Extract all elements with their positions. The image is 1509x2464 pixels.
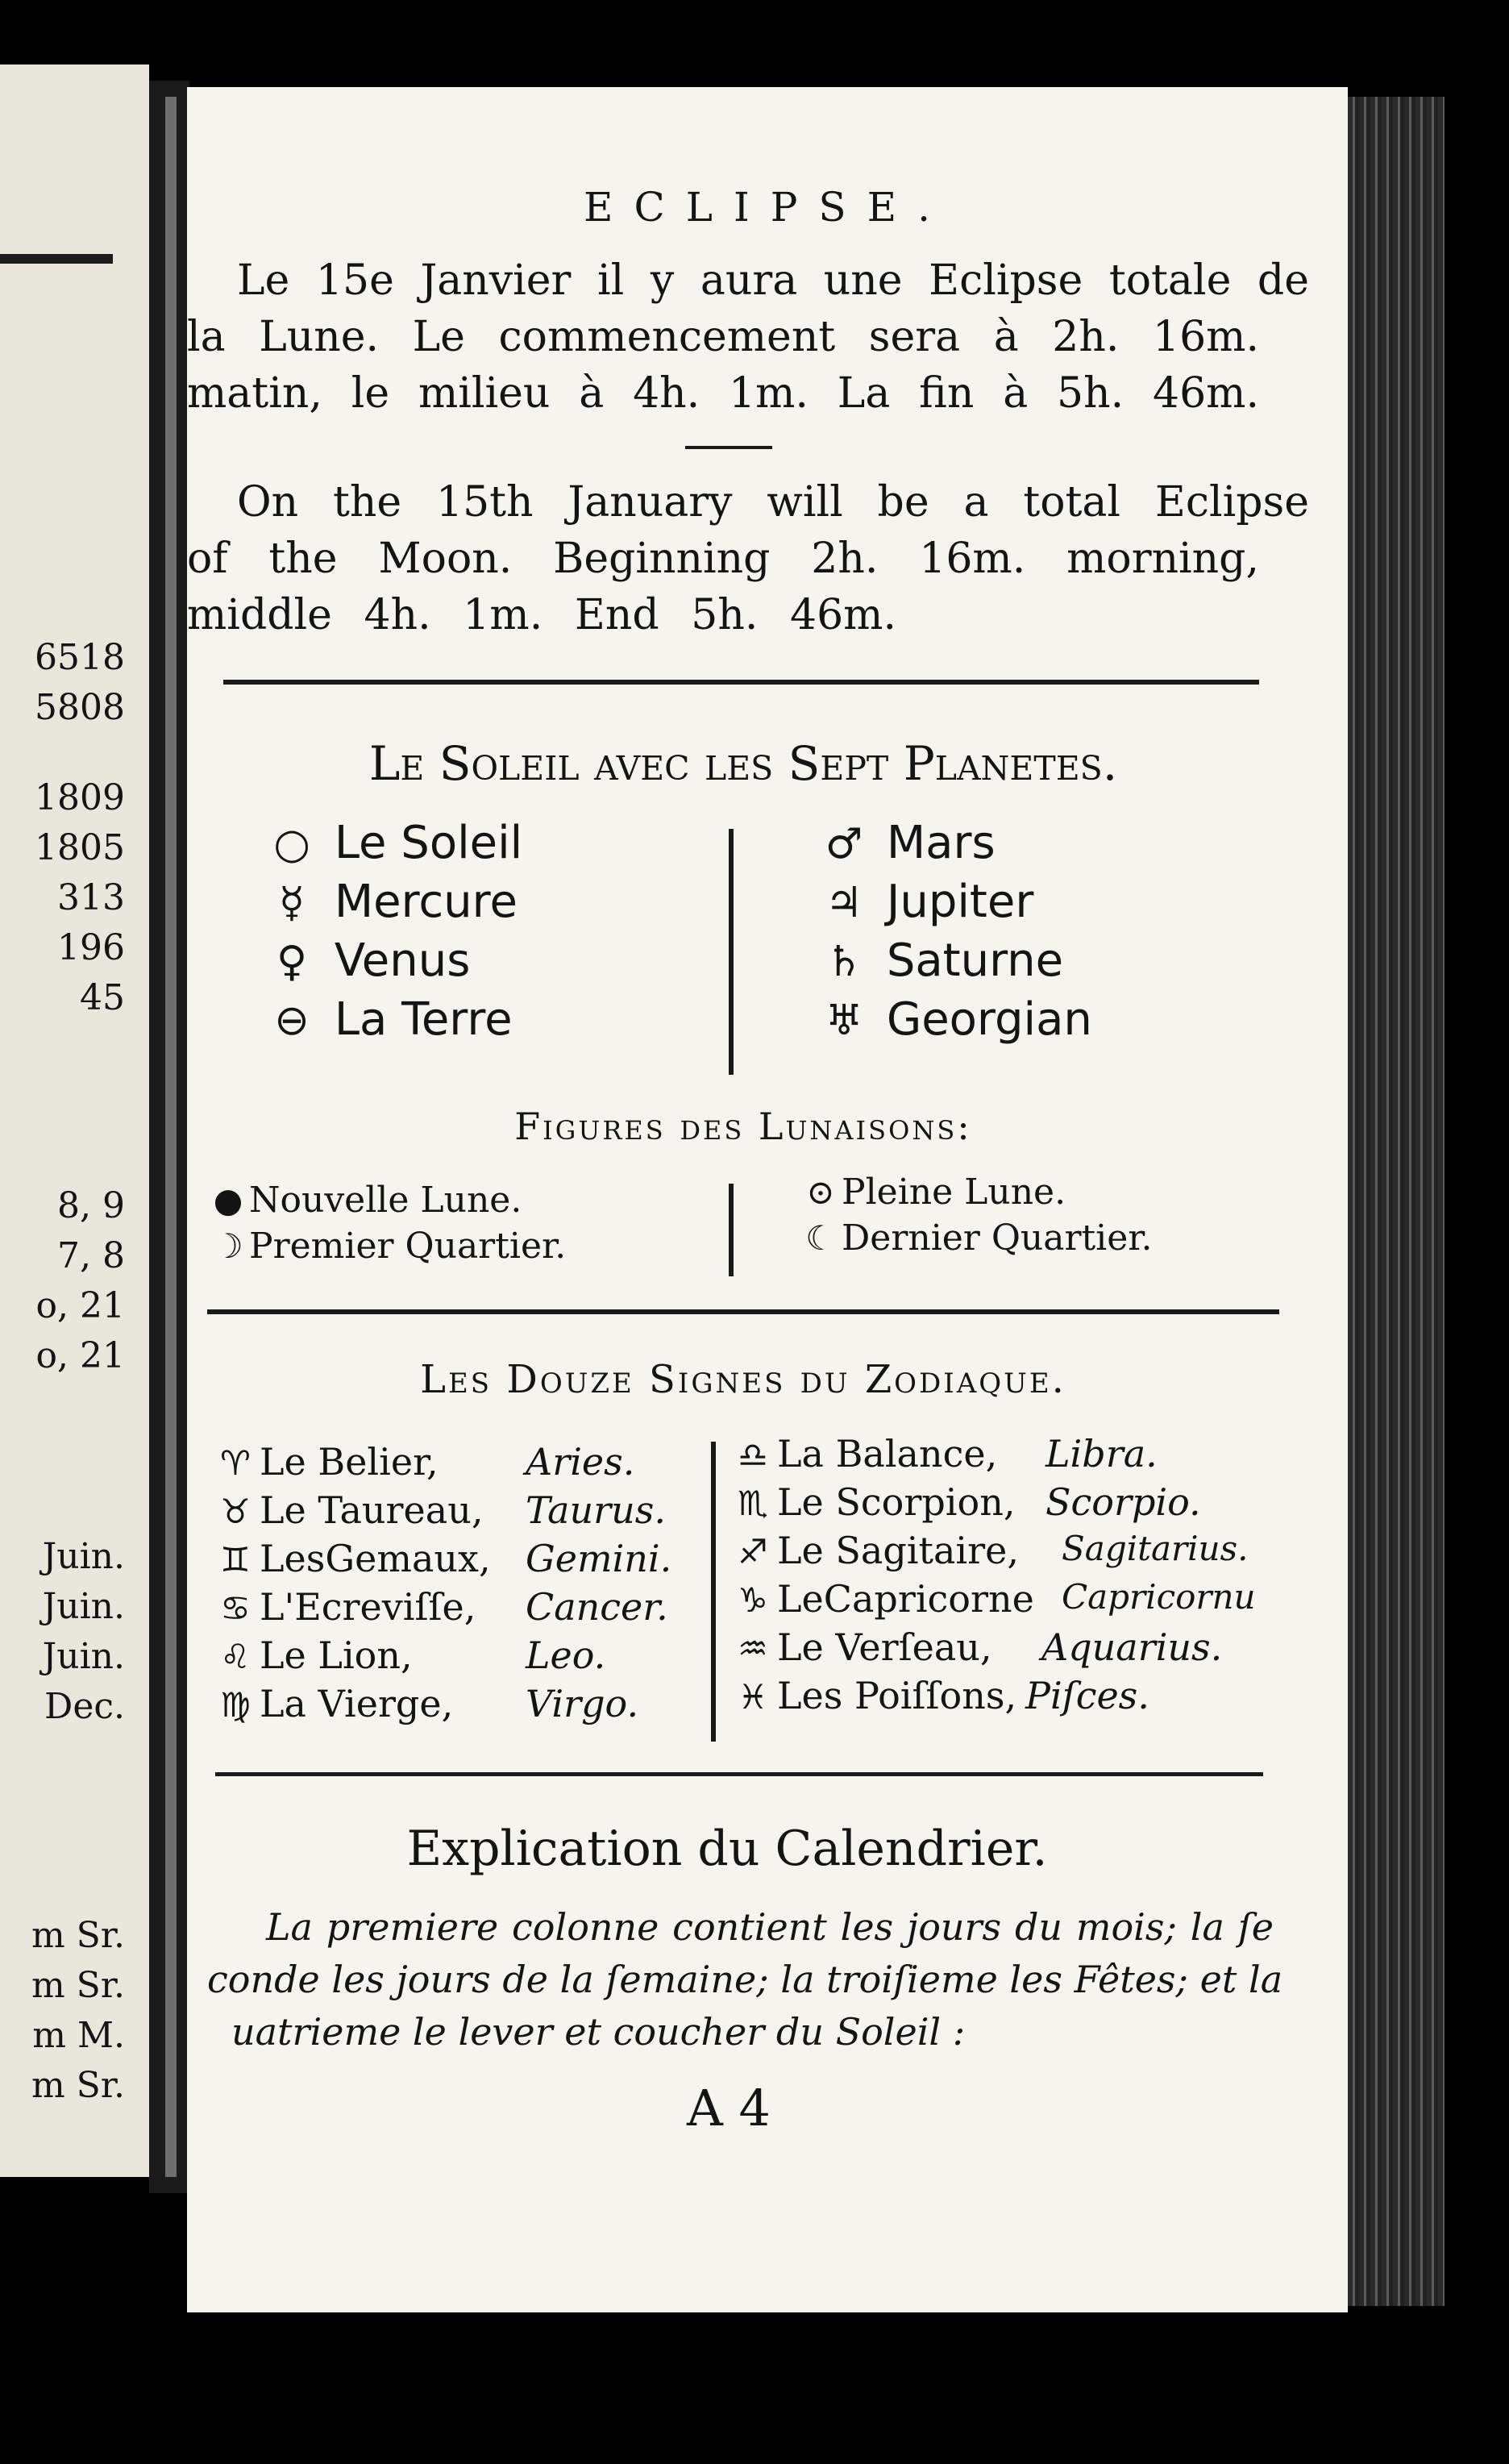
left-month: Juin. <box>42 1636 125 1677</box>
zodiac-divider <box>711 1442 716 1742</box>
eclipse-english-line: of the Moon. Beginning 2h. 16m. morning, <box>187 535 1259 583</box>
page-signature: A 4 <box>687 2079 771 2137</box>
mercury-symbol-icon: ☿ <box>279 879 305 927</box>
zodiac-sign-item <box>211 1634 413 1677</box>
jupiter-symbol-icon: ♃ <box>825 879 863 927</box>
eclipse-french-line: Le 15e Janvier il y aura une Eclipse totale de <box>237 256 1309 305</box>
phase-name: Premier Quartier. <box>249 1226 567 1267</box>
sign-name: Le Verſeau, <box>777 1625 992 1669</box>
planet-name: Georgian <box>886 993 1092 1046</box>
eclipse-french-line: la Lune. Le commencement sera à 2h. 16m. <box>187 313 1259 361</box>
planets-divider <box>729 829 734 1075</box>
zodiac-sign-item <box>211 1488 483 1532</box>
latin-name: Virgo. <box>526 1682 639 1725</box>
lunar-phase-item <box>800 1172 1066 1213</box>
left-labels <box>31 1911 125 2111</box>
planet-item <box>816 934 1063 987</box>
virgo-icon: ♍ <box>220 1685 251 1725</box>
latin-name: Libra. <box>1045 1432 1158 1475</box>
lunar-phase-item <box>207 1226 566 1267</box>
phase-name: Dernier Quartier. <box>842 1217 1153 1259</box>
lunar-title: Figures des Lunaisons: <box>514 1105 972 1148</box>
left-number: 313 <box>57 877 125 918</box>
left-numbers <box>35 633 125 1023</box>
libra-icon: ♎ <box>738 1435 768 1475</box>
explication-line: uatrieme le lever et coucher du Soleil : <box>231 2010 966 2054</box>
gemini-icon: ♊ <box>220 1540 251 1580</box>
section-rule <box>207 1309 1279 1314</box>
explication-line: La premiere colonne contient les jours du mois; la ſe <box>266 1905 1274 1949</box>
latin-name: Aquarius. <box>1041 1625 1223 1669</box>
uranus-symbol-icon: ♅ <box>825 997 863 1045</box>
sign-name: LesGemaux, <box>260 1537 491 1580</box>
left-label: m Sr. <box>31 1915 125 1956</box>
zodiac-sign-item <box>211 1537 491 1580</box>
sign-name: La Balance, <box>777 1432 998 1475</box>
sign-name: L'Ecreviſſe, <box>260 1585 476 1629</box>
left-number: 5808 <box>35 687 125 728</box>
new-moon-icon: ● <box>213 1180 243 1220</box>
latin-name: Taurus. <box>526 1488 667 1532</box>
planets-title: Le Soleil avec les Sept Planetes. <box>368 736 1118 791</box>
leo-icon: ♌ <box>220 1637 251 1676</box>
left-divider-rule <box>0 254 113 264</box>
latin-name: Piſces. <box>1025 1674 1149 1717</box>
lunar-phase-item <box>207 1180 522 1221</box>
left-number: 6518 <box>35 637 125 678</box>
latin-name: Cancer. <box>526 1585 668 1629</box>
planet-name: Venus <box>334 934 471 987</box>
sign-name: Les Poiſſons, <box>777 1674 1017 1717</box>
left-label: m Sr. <box>31 2065 125 2106</box>
pisces-icon: ♓ <box>738 1677 768 1717</box>
planet-name: Jupiter <box>886 876 1034 928</box>
latin-name: Aries. <box>526 1440 635 1484</box>
left-label: m Sr. <box>31 1965 125 2006</box>
last-quarter-icon: ☾ <box>805 1218 836 1258</box>
left-date: 7, 8 <box>57 1235 125 1276</box>
zodiac-sign-item <box>729 1529 1019 1572</box>
left-number: 1805 <box>35 827 125 868</box>
sign-name: Le Lion, <box>260 1634 413 1677</box>
mars-symbol-icon: ♂ <box>825 820 863 868</box>
sign-name: Le Belier, <box>260 1440 439 1484</box>
left-month: Juin. <box>42 1586 125 1627</box>
planet-item <box>816 817 996 869</box>
latin-name: Capricornu <box>1062 1577 1256 1617</box>
planet-item <box>264 934 470 987</box>
left-dates <box>36 1181 125 1381</box>
phase-name: Nouvelle Lune. <box>249 1180 522 1221</box>
planet-name: La Terre <box>334 993 513 1046</box>
left-date: o, 21 <box>35 1335 125 1376</box>
eclipse-english-line: middle 4h. 1m. End 5h. 46m. <box>187 591 896 639</box>
eclipse-french-line: matin, le milieu à 4h. 1m. La fin à 5h. 46m. <box>187 369 1259 418</box>
left-number: 196 <box>57 927 125 968</box>
eclipse-title: ECLIPSE. <box>584 184 951 231</box>
sign-name: Le Scorpion, <box>777 1480 1016 1524</box>
latin-name: Sagitarius. <box>1062 1529 1249 1568</box>
aries-icon: ♈ <box>220 1443 251 1483</box>
planet-item <box>264 817 522 869</box>
sign-name: Le Taureau, <box>260 1488 484 1532</box>
zodiac-sign-item <box>729 1432 997 1475</box>
sign-name: La Vierge, <box>260 1682 454 1725</box>
left-month: Dec. <box>44 1686 125 1727</box>
zodiac-sign-item <box>211 1440 439 1484</box>
left-date: o, 21 <box>35 1285 125 1326</box>
zodiac-title: Les Douze Signes du Zodiaque. <box>420 1357 1066 1402</box>
explication-title: Explication du Calendrier. <box>406 1821 1048 1877</box>
section-rule <box>215 1772 1263 1776</box>
left-date: 8, 9 <box>57 1185 125 1226</box>
zodiac-sign-item <box>729 1625 992 1669</box>
planet-item <box>816 876 1033 928</box>
sign-name: LeCapricorne <box>777 1577 1034 1621</box>
gutter-highlight <box>165 97 177 2177</box>
taurus-icon: ♉ <box>220 1492 251 1531</box>
eclipse-english-line: On the 15th January will be a total Eclipse <box>237 478 1309 527</box>
planet-item <box>264 876 518 928</box>
sun-symbol-icon: ○ <box>273 820 310 868</box>
short-rule <box>685 446 772 449</box>
saturn-symbol-icon: ♄ <box>825 938 863 986</box>
planet-item <box>264 993 513 1046</box>
planet-name: Saturne <box>886 934 1064 987</box>
latin-name: Scorpio. <box>1045 1480 1201 1524</box>
left-page-fragment <box>0 65 149 2177</box>
latin-name: Gemini. <box>526 1537 672 1580</box>
planet-item <box>816 993 1092 1046</box>
left-number: 45 <box>80 977 125 1018</box>
left-label: m M. <box>32 2015 125 2056</box>
sign-name: Le Sagitaire, <box>777 1529 1019 1572</box>
full-moon-icon: ⊙ <box>806 1172 835 1212</box>
planet-name: Le Soleil <box>334 817 523 869</box>
sagittarius-icon: ♐ <box>738 1532 768 1571</box>
phase-name: Pleine Lune. <box>842 1172 1066 1213</box>
page-edges <box>1348 97 1445 2306</box>
section-rule <box>223 680 1259 685</box>
venus-symbol-icon: ♀ <box>276 938 308 986</box>
almanac-page <box>187 87 1348 2312</box>
lunar-phase-item <box>800 1217 1152 1259</box>
first-quarter-icon: ☽ <box>213 1226 243 1266</box>
left-months <box>43 1532 125 1732</box>
zodiac-sign-item <box>211 1682 453 1725</box>
scorpio-icon: ♏ <box>738 1484 768 1523</box>
left-month: Juin. <box>42 1536 125 1577</box>
zodiac-sign-item <box>729 1577 1034 1621</box>
cancer-icon: ♋ <box>220 1588 251 1628</box>
lunar-divider <box>729 1184 734 1276</box>
planet-name: Mars <box>886 817 996 869</box>
zodiac-sign-item <box>211 1585 476 1629</box>
latin-name: Leo. <box>526 1634 606 1677</box>
zodiac-sign-item <box>729 1674 1016 1717</box>
aquarius-icon: ♒ <box>738 1629 768 1668</box>
capricorn-icon: ♑ <box>738 1580 768 1620</box>
zodiac-sign-item <box>729 1480 1015 1524</box>
explication-line: conde les jours de la ſemaine; la troiſieme les Fêtes; et la <box>207 1958 1283 2001</box>
planet-name: Mercure <box>334 876 518 928</box>
earth-symbol-icon: ⊖ <box>274 997 310 1045</box>
left-number: 1809 <box>35 777 125 818</box>
